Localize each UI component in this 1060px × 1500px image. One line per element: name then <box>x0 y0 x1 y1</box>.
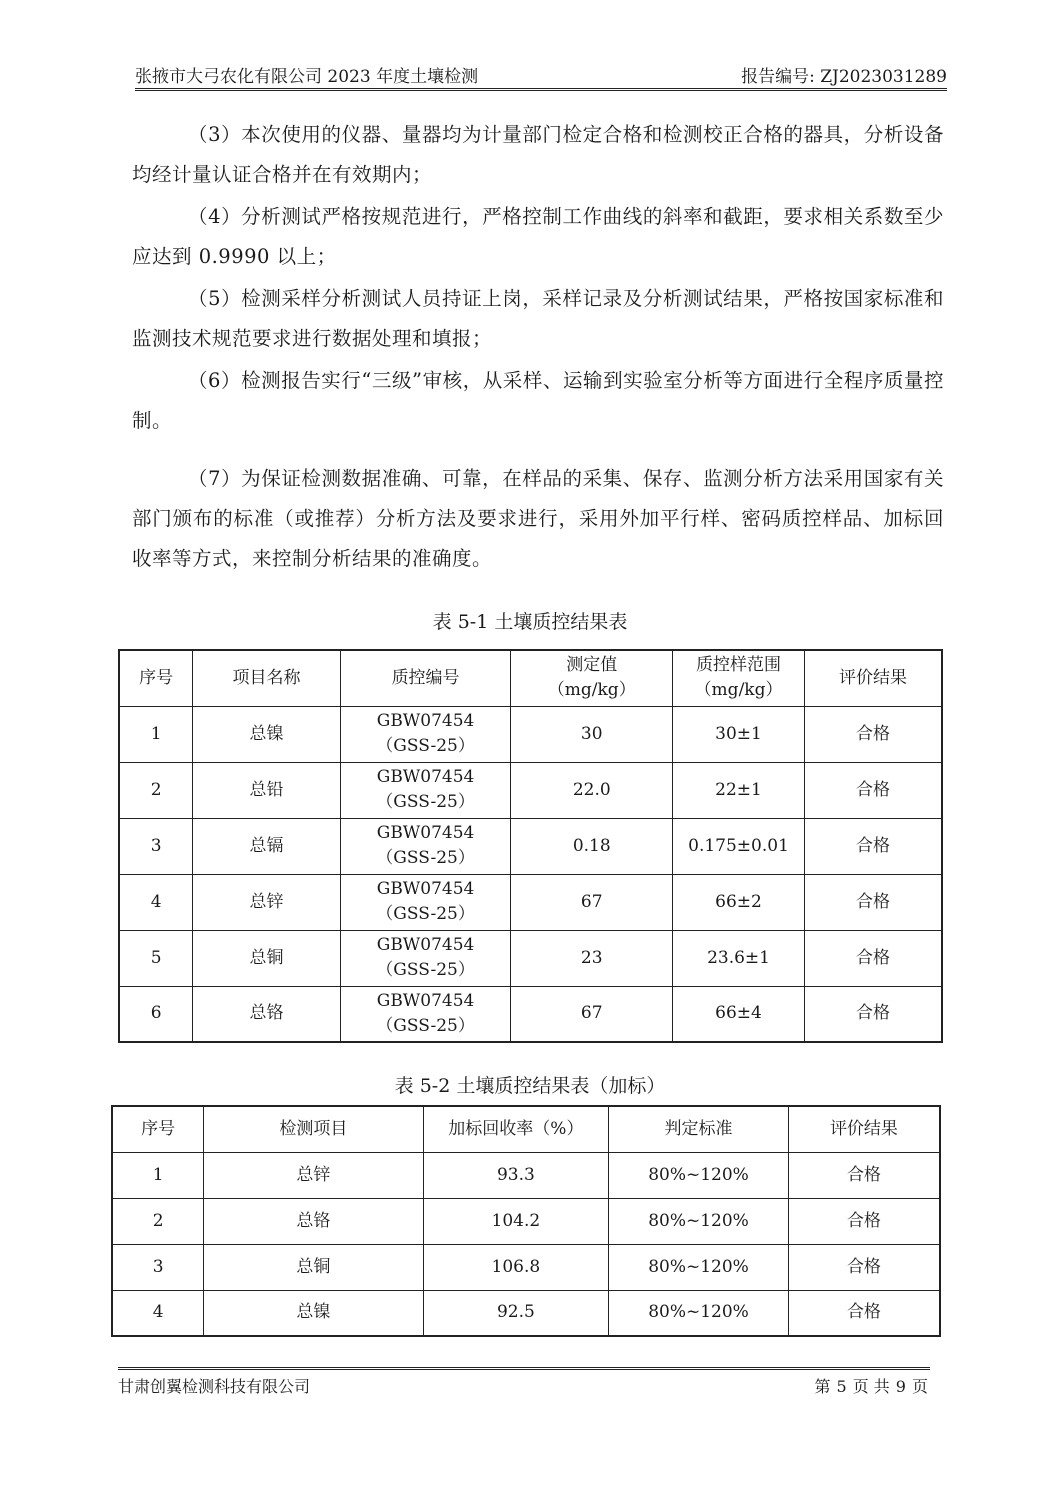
table-row <box>119 986 942 1042</box>
cell-measured: 0.18 <box>511 818 673 874</box>
table-row <box>119 818 942 874</box>
cell-index: 2 <box>119 762 193 818</box>
cell-qc-code: GBW07454 （GSS-25） <box>340 818 511 874</box>
table-row <box>112 1152 940 1198</box>
cell-criterion: 80%~120% <box>609 1244 789 1290</box>
cell-index: 1 <box>112 1152 204 1198</box>
cell-criterion: 80%~120% <box>609 1152 789 1198</box>
footer-divider <box>118 1367 930 1374</box>
body-text <box>132 115 944 581</box>
cell-range: 30±1 <box>673 706 805 762</box>
cell-recovery-rate: 92.5 <box>423 1290 609 1336</box>
cell-result: 合格 <box>788 1244 940 1290</box>
table-row <box>119 706 942 762</box>
cell-result: 合格 <box>804 762 942 818</box>
header-result: 评价结果 <box>788 1106 940 1152</box>
cell-measured: 22.0 <box>511 762 673 818</box>
cell-result: 合格 <box>804 986 942 1042</box>
table2-caption: 表 5-2 土壤质控结果表（加标） <box>394 1075 666 1097</box>
cell-criterion: 80%~120% <box>609 1198 789 1244</box>
cell-item: 总镉 <box>193 818 340 874</box>
cell-qc-code: GBW07454 （GSS-25） <box>340 986 511 1042</box>
table-header-row <box>112 1106 940 1152</box>
header-range: 质控样范围 （mg/kg） <box>673 650 805 706</box>
table-row <box>119 930 942 986</box>
cell-result: 合格 <box>788 1152 940 1198</box>
header-qc-code: 质控编号 <box>340 650 511 706</box>
cell-test-item: 总锌 <box>204 1152 423 1198</box>
cell-qc-code: GBW07454 （GSS-25） <box>340 706 511 762</box>
cell-result: 合格 <box>804 930 942 986</box>
table-row <box>112 1290 940 1336</box>
cell-result: 合格 <box>804 706 942 762</box>
cell-measured: 67 <box>511 986 673 1042</box>
cell-range: 23.6±1 <box>673 930 805 986</box>
cell-index: 5 <box>119 930 193 986</box>
cell-test-item: 总铜 <box>204 1244 423 1290</box>
cell-qc-code: GBW07454 （GSS-25） <box>340 874 511 930</box>
header-recovery-rate: 加标回收率（%） <box>423 1106 609 1152</box>
cell-test-item: 总镍 <box>204 1290 423 1336</box>
page-number: 第 5 页 共 9 页 <box>814 1377 928 1396</box>
header-result: 评价结果 <box>804 650 942 706</box>
cell-qc-code: GBW07454 （GSS-25） <box>340 930 511 986</box>
cell-qc-code: GBW07454 （GSS-25） <box>340 762 511 818</box>
cell-result: 合格 <box>804 818 942 874</box>
paragraph-5: （5）检测采样分析测试人员持证上岗，采样记录及分析测试结果，严格按国家标准和监测技术规范要求进行数据处理和填报； <box>132 287 944 350</box>
cell-test-item: 总铬 <box>204 1198 423 1244</box>
cell-range: 22±1 <box>673 762 805 818</box>
cell-index: 4 <box>112 1290 204 1336</box>
cell-measured: 30 <box>511 706 673 762</box>
paragraph-6: （6）检测报告实行“三级”审核，从采样、运输到实验室分析等方面进行全程序质量控制。 <box>132 369 944 432</box>
cell-recovery-rate: 106.8 <box>423 1244 609 1290</box>
header-criterion: 判定标准 <box>609 1106 789 1152</box>
cell-index: 2 <box>112 1198 204 1244</box>
cell-recovery-rate: 93.3 <box>423 1152 609 1198</box>
cell-result: 合格 <box>788 1198 940 1244</box>
cell-recovery-rate: 104.2 <box>423 1198 609 1244</box>
quality-control-table <box>118 649 943 1043</box>
header-item: 项目名称 <box>193 650 340 706</box>
cell-item: 总铜 <box>193 930 340 986</box>
paragraph-7: （7）为保证检测数据准确、可靠，在样品的采集、保存、监测分析方法采用国家有关部门颁布的标准（或推荐）分析方法及要求进行，采用外加平行样、密码质控样品、加标回收率等方式，来控制分析结果的准确度。 <box>132 467 944 570</box>
header-index: 序号 <box>119 650 193 706</box>
table-row <box>112 1244 940 1290</box>
table-row <box>119 874 942 930</box>
cell-index: 1 <box>119 706 193 762</box>
header-index: 序号 <box>112 1106 204 1152</box>
header-title: 张掖市大弓农化有限公司 2023 年度土壤检测 <box>135 67 479 87</box>
table-row <box>119 762 942 818</box>
cell-range: 66±4 <box>673 986 805 1042</box>
paragraph-4: （4）分析测试严格按规范进行，严格控制工作曲线的斜率和截距，要求相关系数至少应达到 0.9990 以上； <box>132 205 944 268</box>
report-number: 报告编号: ZJ2023031289 <box>741 67 947 87</box>
cell-item: 总铬 <box>193 986 340 1042</box>
table-row <box>112 1198 940 1244</box>
cell-measured: 23 <box>511 930 673 986</box>
cell-item: 总镍 <box>193 706 340 762</box>
paragraph-3: （3）本次使用的仪器、量器均为计量部门检定合格和检测校正合格的器具，分析设备均经计量认证合格并在有效期内； <box>132 123 944 186</box>
cell-item: 总锌 <box>193 874 340 930</box>
cell-index: 3 <box>119 818 193 874</box>
cell-measured: 67 <box>511 874 673 930</box>
cell-criterion: 80%~120% <box>609 1290 789 1336</box>
header-measured: 测定值 （mg/kg） <box>511 650 673 706</box>
cell-index: 3 <box>112 1244 204 1290</box>
cell-range: 0.175±0.01 <box>673 818 805 874</box>
footer-company: 甘肃创翼检测科技有限公司 <box>118 1377 311 1396</box>
page-header <box>135 58 947 91</box>
cell-index: 4 <box>119 874 193 930</box>
spike-recovery-table <box>111 1105 941 1337</box>
cell-result: 合格 <box>804 874 942 930</box>
table1-caption: 表 5-1 土壤质控结果表 <box>432 611 628 633</box>
cell-item: 总铅 <box>193 762 340 818</box>
cell-range: 66±2 <box>673 874 805 930</box>
header-test-item: 检测项目 <box>204 1106 423 1152</box>
cell-result: 合格 <box>788 1290 940 1336</box>
table-header-row <box>119 650 942 706</box>
cell-index: 6 <box>119 986 193 1042</box>
